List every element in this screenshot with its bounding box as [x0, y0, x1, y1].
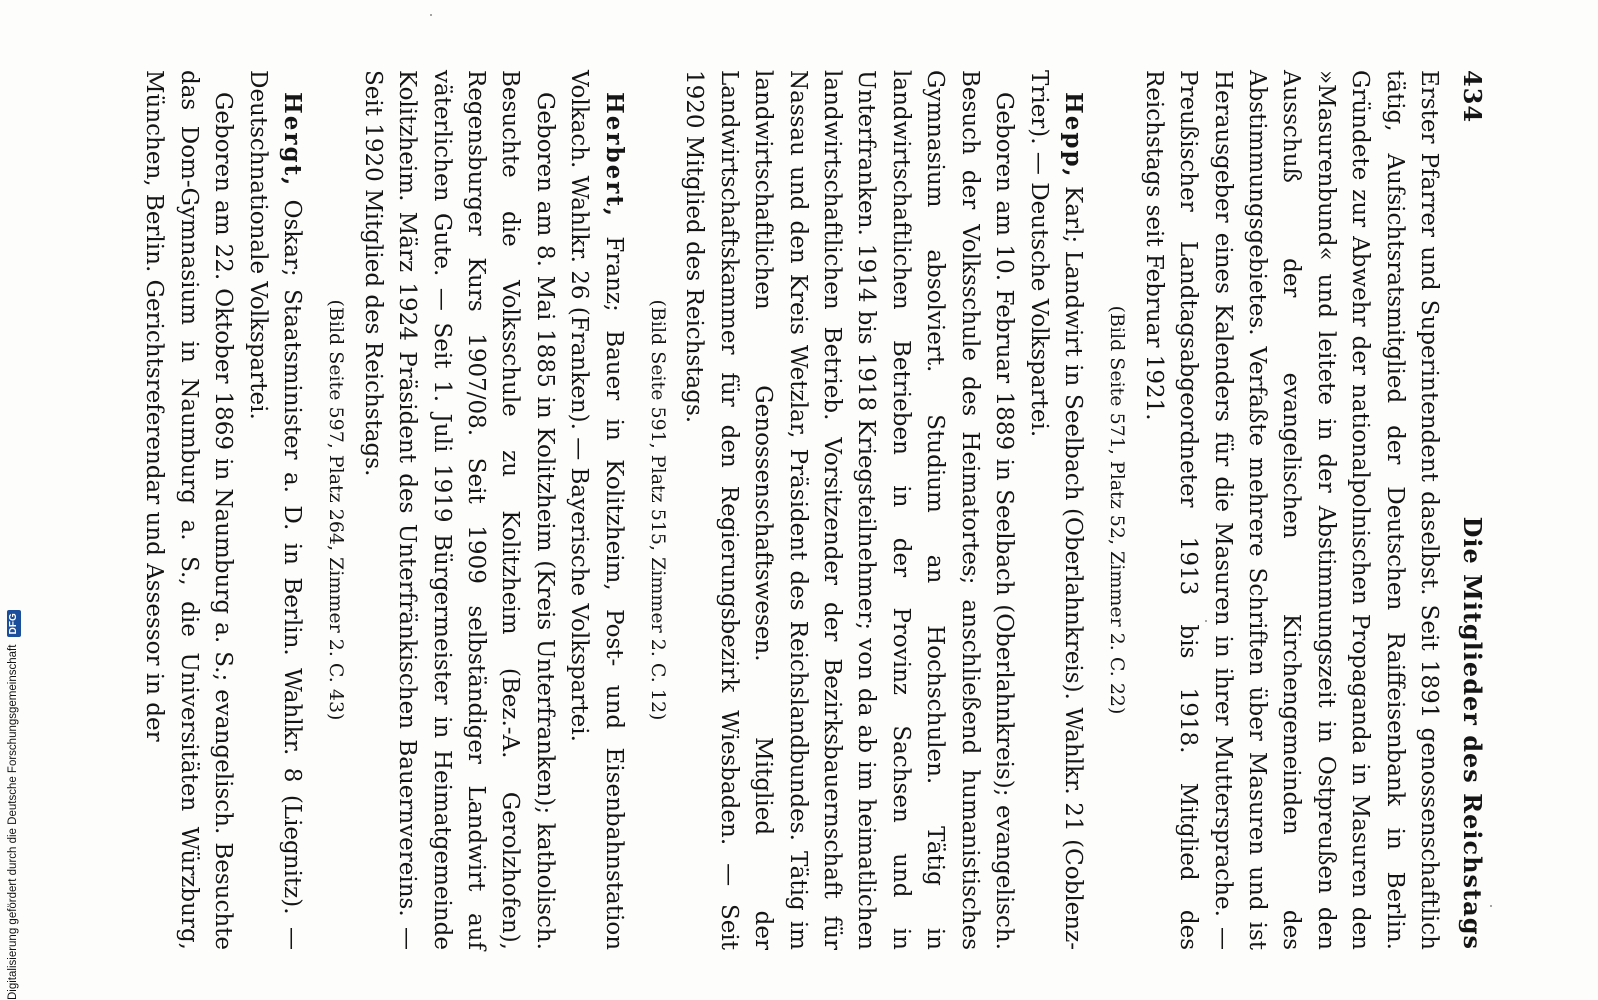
entry-heading: [1021, 70, 1090, 950]
member-intro: Karl; Landwirt in Seelbach (Oberlahnkreis). Wahlkr. 21 (Coblenz-Trier). — Deutsche Volkspartei.: [1025, 70, 1086, 950]
credit-text: Digitalisierung gefördert durch die Deutsche Forschungsgemeinschaft: [7, 644, 19, 1000]
member-intro: Franz; Bauer in Kolitzheim, Post- und Eisenbahnstation Volkach. Wahlkr. 26 (Franken). — Bayerische Volkspartei.: [566, 70, 627, 951]
entry-biography: Geboren am 10. Februar 1889 in Seelbach (Oberlahnkreis); evangelisch. Besuch der Volksschule des Heimatortes; anschließend humanistisches Gymnasium absolviert. Studium an Hochschulen. Tätig in landwirtschaftlichen Betrieben in der Provinz Sachsen und in Unterfranken. 1914 bis 1918 Kriegsteilnehmer; von da ab im heimatlichen landwirtschaftlichen Betrieb. Vorsitzender der Bezirksbauernschaft für Nassau und den Kreis Wetzlar, Präsident des Reichslandbundes. Tätig im landwirtschaftlichen Genossenschaftswesen. Mitglied der Landwirtschaftskammer für den Regierungsbezirk Wiesbaden. — Seit 1920 Mitglied des Reichstags.: [681, 70, 1018, 950]
member-name: Hepp,: [1059, 92, 1087, 179]
member-name: Herbert,: [600, 92, 628, 218]
entry-continuation: Erster Pfarrer und Superintendent daselbst. Seit 1891 genossenschaftlich tätig, Aufsichtsratsmitglied der Deutschen Raiffeisenbank in Berlin. Gründete zur Abwehr der nationalpolnischen Propaganda in Masuren den »Masurenbund« und leitete in der Abstimmungszeit in Ostpreußen den Ausschuß der evangelischen Kirchengemeinden des Abstimmungsgebietes. Verfaßte mehrere Schriften über Masuren und ist Herausgeber eines Kalenders für die Masuren in ihrer Muttersprache. — Preußischer Landtagsabgeordneter 1913 bis 1918. Mitglied des Reichstags seit Februar 1921.: [1140, 70, 1442, 950]
digitization-credit: [4, 0, 22, 1000]
dfg-logo: DFG: [7, 610, 21, 637]
page-header: [1454, 70, 1490, 950]
photo-reference: (Bild Seite 591, Platz 515, Zimmer 2. C. 12): [647, 299, 670, 721]
entry-biography: Geboren am 8. Mai 1885 in Kolitzheim (Kreis Unterfranken); katholisch. Besuchte die Volksschule zu Kolitzheim (Bez.-A. Gerolzhofen), Regensburger Kurs 1907/08. Seit 1909 selbständiger Landwirt auf väterlichen Gute. — Seit 1. Juli 1919 Bürgermeister in Heimatgemeinde Kolitzheim. März 1924 Präsident des Unterfränkischen Bauernvereins. — Seit 1920 Mitglied des Reichstags.: [359, 70, 558, 950]
page-body: [137, 70, 1446, 950]
photo-reference: (Bild Seite 571, Platz 52, Zimmer 2. C. 22): [1106, 305, 1129, 715]
page-number: 434: [1458, 70, 1487, 124]
member-name: Hergt,: [279, 92, 306, 188]
photo-reference: (Bild Seite 597, Platz 264, Zimmer 2. C. 43): [325, 299, 348, 721]
entry-heading: [562, 70, 631, 950]
entry-heading: [240, 70, 309, 950]
member-intro: Oskar; Staatsminister a. D. in Berlin. Wahlkr. 8 (Liegnitz). — Deutschnationale Volkspartei.: [244, 70, 305, 950]
rotated-page: [100, 70, 1490, 950]
running-title: Die Mitglieder des Reichstags: [1458, 516, 1487, 950]
entry-biography: Geboren am 22. Oktober 1869 in Naumburg a. S.; evangelisch. Besuchte das Dom-Gymnasium in Naumburg a. S., die Universitäten Würzburg, München, Berlin. Gerichtsreferendar und Assessor in der: [141, 70, 237, 950]
